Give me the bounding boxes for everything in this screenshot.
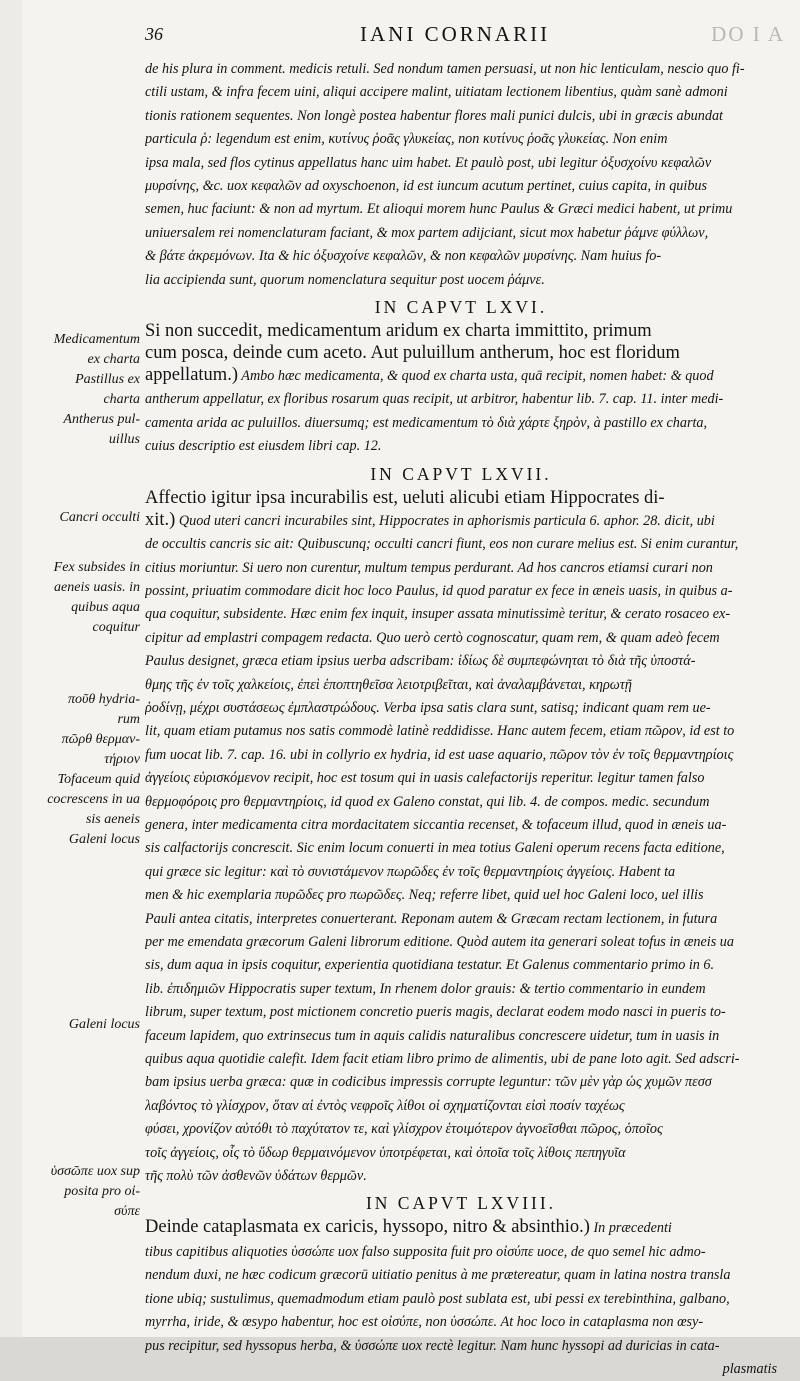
- text-line: Pauli antea citatis, interpretes conuerterant. Reponam autem & Græcam rectam lectionem, in futura: [145, 910, 718, 927]
- text-line: pus recipitur, sed hyssopus herba, & ὑσσώπε uox rectè legitur. Nam hunc hyssopi ad duricias in cata-: [145, 1337, 720, 1354]
- text-line: fum uocat lib. 7. cap. 16. ubi in collyrio ex hydria, id est uase aquario, πῶρον τὸν ἐν τοῖς θερμαντηρίοις: [145, 746, 734, 763]
- text-line: λαβόντος τὸ γλίσχρον, ὅταν αἱ ἐντὸς νεφροῖς λίθοι οἱ σχηματίζονται εἰσὶ ποσίν ταχέως: [145, 1097, 625, 1114]
- margin-note-text: Fex subsides in aeneis uasis. in quibus aqua coquitur: [53, 560, 140, 635]
- commentary-text: In præcedenti: [589, 1220, 672, 1237]
- text-line: ipsa mala, sed flos cytinus appellatus hanc uim habet. Et paulò post, ubi legitur ὀξυσχοίνυ κεφαλῶν: [145, 154, 712, 171]
- text-line: bam ipsius uerba græca: quæ in codicibus impressis corrupte leguntur: τῶν μὲν γὰρ ὡς χυμῶν πεσσ: [145, 1074, 712, 1091]
- text-line: de his plura in comment. medicis retuli. Sed nondum tamen persuasi, ut non hic lenticulam, nescio quo fi-: [145, 61, 745, 77]
- text-line: librum, super textum, post mictionem concretio pueris magis, declarat eodem modo nasci in pueris to-: [145, 1004, 726, 1021]
- text-line: semen, huc faciunt: & non ad myrtum. Et alioqui morem hunc Paulus & Græci medici habent, ut primu: [145, 201, 733, 218]
- text-line: antherum appellatur, ex floribus rosarum quas recipit, ut arbitror, habentur lib. 7. cap. 11. inter medi-: [145, 391, 724, 408]
- lemma-line: appellatum.): [145, 365, 238, 386]
- page-gutter: [0, 0, 22, 1337]
- text-line: particula ῥ: legendum est enim, κυτίνυς ῥοᾶς γλυκείας, non κυτίνυς ῥοᾶς γλυκείας. Non enim: [145, 131, 668, 148]
- margin-note-text: Galeni locus: [68, 1017, 140, 1032]
- commentary-text: Ambo hæc medicamenta, & quod ex charta usta, quā recipit, nomen habet: & quod: [237, 368, 714, 385]
- text-line: men & hic exemplaria πυρῶδες pro πωρῶδες. Neq; referre libet, quid uel hoc Galeni loco, uel illis: [145, 887, 704, 904]
- paragraph-68: [145, 1241, 777, 1381]
- text-line: τῆς πολὺ τῶν ἀσθενῶν ὑδάτων θερμῶν.: [145, 1168, 367, 1185]
- text-line: ἀγγείοις εὑρισκόμενον recipit, hoc est tosum qui in uasis calefactorijs reperitur. legitur tamen falso: [145, 770, 705, 787]
- margin-note-hydria: [22, 690, 140, 850]
- paragraph-67: [145, 533, 777, 1188]
- text-line: faceum lapidem, quo extrinsecus tum in aquis calidis naturalibus concrescere uidetur, tum in uasis in: [145, 1027, 720, 1044]
- page-number: 36: [145, 24, 163, 44]
- lemma-68: [145, 1216, 777, 1240]
- lemma-line: cum posca, deinde cum aceto. Aut puluillum antherum, hoc est floridum: [145, 343, 680, 364]
- text-line: lia accipienda sunt, quorum nomenclatura sequitur post uocem ῥάμνε.: [145, 271, 545, 288]
- text-line: tibus capitibus aliquoties ὑσσώπε uox falso supposita fuit pro οἰσύπε uoce, de quo semel hic admo-: [145, 1243, 706, 1260]
- text-line: uniuersalem rei nomenclaturam faciant, & mox partem adijciant, sicut mox habetur ῥάμνε φύλλων,: [145, 224, 709, 241]
- text-line: θμης τῆς ἐν τοῖς χαλκείοις, ἐπεὶ ἑποπτηθεῖσα λειοτριβεῖται, καὶ ἀναλαμβάνεται, κηρωτῇ: [145, 676, 632, 693]
- margin-note-galeni: [22, 1015, 140, 1035]
- text-line: lit, quam etiam putamus nos satis commodè latinè reddidisse. Hanc autem fecem, etiam πῶρον, id est to: [145, 723, 735, 740]
- text-line: possint, priuatim commodare dicit hoc loco Paulus, id quod paratur ex fece in æneis uasis, in quibus a-: [145, 582, 733, 599]
- margin-note-text: ποῦθ hydria- rum πῶρθ θερμαν- τήριον Tofaceum quid cocrescens in ua sis aeneis Galeni locus: [47, 692, 140, 847]
- margin-note-text: Cancri occulti: [59, 510, 140, 525]
- paragraph-intro: [145, 58, 777, 292]
- text-line: lib. ἐπιδημιῶν Hippocratis super textum, In rhenem dolor grauis: & tertio commentario in eundem: [145, 980, 706, 997]
- text-line: τοῖς ἀγγείοις, οἷς τὸ ὕδωρ θερμαινόμενον ὑποτρέφεται, καὶ ὁποῖα τοῖς λίθοις πεπηγυῖα: [145, 1144, 626, 1161]
- bleed-through-text: DO I A: [711, 22, 785, 46]
- text-line: nendum duxi, ne hæc codicum græcorū uitiatio penitus à me prætereatur, quam in latina nostra transla: [145, 1267, 731, 1284]
- catchword: plasmatis: [722, 1360, 777, 1377]
- text-line: ctili ustam, & infra fecem uini, aliqui accipere malint, uitiatam lectionem libentius, quàm sanè admoni: [145, 84, 728, 101]
- page-header: [145, 18, 785, 58]
- chapter-heading-68: IN CAPVT LXVIII.: [365, 1193, 557, 1214]
- paragraph-66: [145, 388, 777, 458]
- text-line: sis calfactorijs concrescit. Sic enim locum conuerti in mea totius Galeni operum recens facta editione,: [145, 840, 725, 857]
- text-line: myrrha, iride, & œsypo habentur, hoc est οἰσύπε, non ὑσσώπε. At hoc loco in cataplasma non œsy-: [145, 1314, 704, 1331]
- margin-note-medicamentum: [22, 330, 140, 450]
- text-line: citius moriuntur. Si uero non curentur, multum tempus perdurant. Ad hos cancros etiamsi curari non: [145, 559, 713, 576]
- page-body: [145, 58, 777, 1381]
- text-line: camenta arida ac puluillos. diuersumq; est medicamentum τὸ διὰ χάρτε ξηρὸν, à pastillo ex charta,: [145, 414, 708, 431]
- running-head: IANI CORNARII: [360, 22, 551, 46]
- lemma-67: [145, 487, 777, 533]
- text-line: per me emendata græcorum Galeni librorum editione. Quòd autem ita generari soleat tofus in æneis ua: [145, 934, 734, 950]
- margin-note-text: Medicamentum ex charta Pastillus ex charta Antherus pul- uillus: [53, 332, 140, 447]
- text-line: μυρσίνης, &c. uox κεφαλῶν ad oxyschoenon, id est iuncum acutum pertinet, cuius capita, in quibus: [145, 178, 708, 195]
- text-line: tionis rationem sequentes. Non longè postea habentur flores mali punici dulcis, ubi in græcis abundat: [145, 107, 723, 124]
- text-line: quibus aqua quotidie calefit. Idem facit etiam libro primo de alimentis, ubi de pane loto agit. Sed adscri-: [145, 1051, 740, 1068]
- commentary-text: Quod uteri cancri incurabiles sint, Hippocrates in aphorismis particula 6. aphor. 28. dicit, ubi: [175, 512, 715, 529]
- text-line: & βάτε ἀκρεμόνων. Ita & hic ὀξυσχοίνε κεφαλῶν, & non κεφαλῶν μυρσίνης. Nam huius fo-: [145, 248, 662, 265]
- text-line: θερμοφόροις pro θερμαντηρίοις, id quod ex Galeno constat, qui lib. 4. de compos. medic. secundum: [145, 793, 710, 810]
- lemma-66: [145, 320, 777, 388]
- text-line: sis, dum aqua in ipsis coquitur, experientia quotidiana testatur. Et Galenus commentario primo in 6.: [145, 957, 715, 974]
- text-line: tione ubiq; sustulimus, quemadmodum etiam paulò post sublata est, ubi pessi ex terebinthina, galbano,: [145, 1290, 730, 1307]
- chapter-heading-66: IN CAPVT LXVI.: [374, 297, 548, 318]
- lemma-line: Si non succedit, medicamentum aridum ex charta immittito, primum: [145, 321, 652, 342]
- text-line: genera, inter medicamenta citra mordacitatem siccantia recenset, & tofaceum illud, quod in æneis ua-: [145, 816, 727, 833]
- text-line: Paulus designet, græca etiam ipsius uerba adscribam: ἰδίως δὲ συμπεφώνηται τὸ διὰ τῆς ὑποστά-: [145, 653, 696, 670]
- text-line: ῥοδίνῃ, μέχρι συστάσεως ἐμπλαστρώδους. Verba ipsa satis clara sunt, satisq; indicant quam rem ue-: [145, 699, 711, 716]
- text-line: φύσει, χρονίζον αὐτόθι τὸ παχύτατον τε, καὶ γλίσχρον ἑτοιμότερον ἀγνοεῖσθαι πῶρος, ὁποῖος: [145, 1121, 663, 1138]
- text-line: cipitur ad emplastri compagem redacta. Quo uerò certò cognoscatur, quam rem, & quam adeò fecem: [145, 629, 720, 646]
- margin-note-text: ὑσσῶπε uox sup posita pro οἰ- σύπε: [50, 1164, 140, 1219]
- margin-note-cancri: [22, 508, 140, 528]
- margin-note-fex: [22, 558, 140, 638]
- lemma-line: Affectio igitur ipsa incurabilis est, ueluti alicubi etiam Hippocrates di-: [145, 487, 665, 508]
- lemma-line: Deinde cataplasmata ex caricis, hyssopo, nitro & absinthio.): [145, 1217, 590, 1238]
- text-line: qua coquitur, subsidente. Hæc enim fex inquit, insuper assata minutissimè teritur, & cerato rosaceo ex-: [145, 606, 731, 623]
- chapter-heading-67: IN CAPVT LXVII.: [370, 463, 552, 484]
- text-line: cuius descriptio est eiusdem libri cap. 12.: [145, 438, 382, 455]
- margin-note-hyssopo: [22, 1162, 140, 1222]
- lemma-line: xit.): [145, 509, 176, 530]
- text-line: qui græce sic legitur: καὶ τὸ συνιστάμενον πωρῶδες ἐν τοῖς θερμαντηρίοις ἀγγείοις. Habent ta: [145, 863, 676, 880]
- text-line: de occultis cancris sic ait: Quibuscunq; occulti cancri fiunt, eos non curare melius est. Si enim curantur,: [145, 536, 739, 553]
